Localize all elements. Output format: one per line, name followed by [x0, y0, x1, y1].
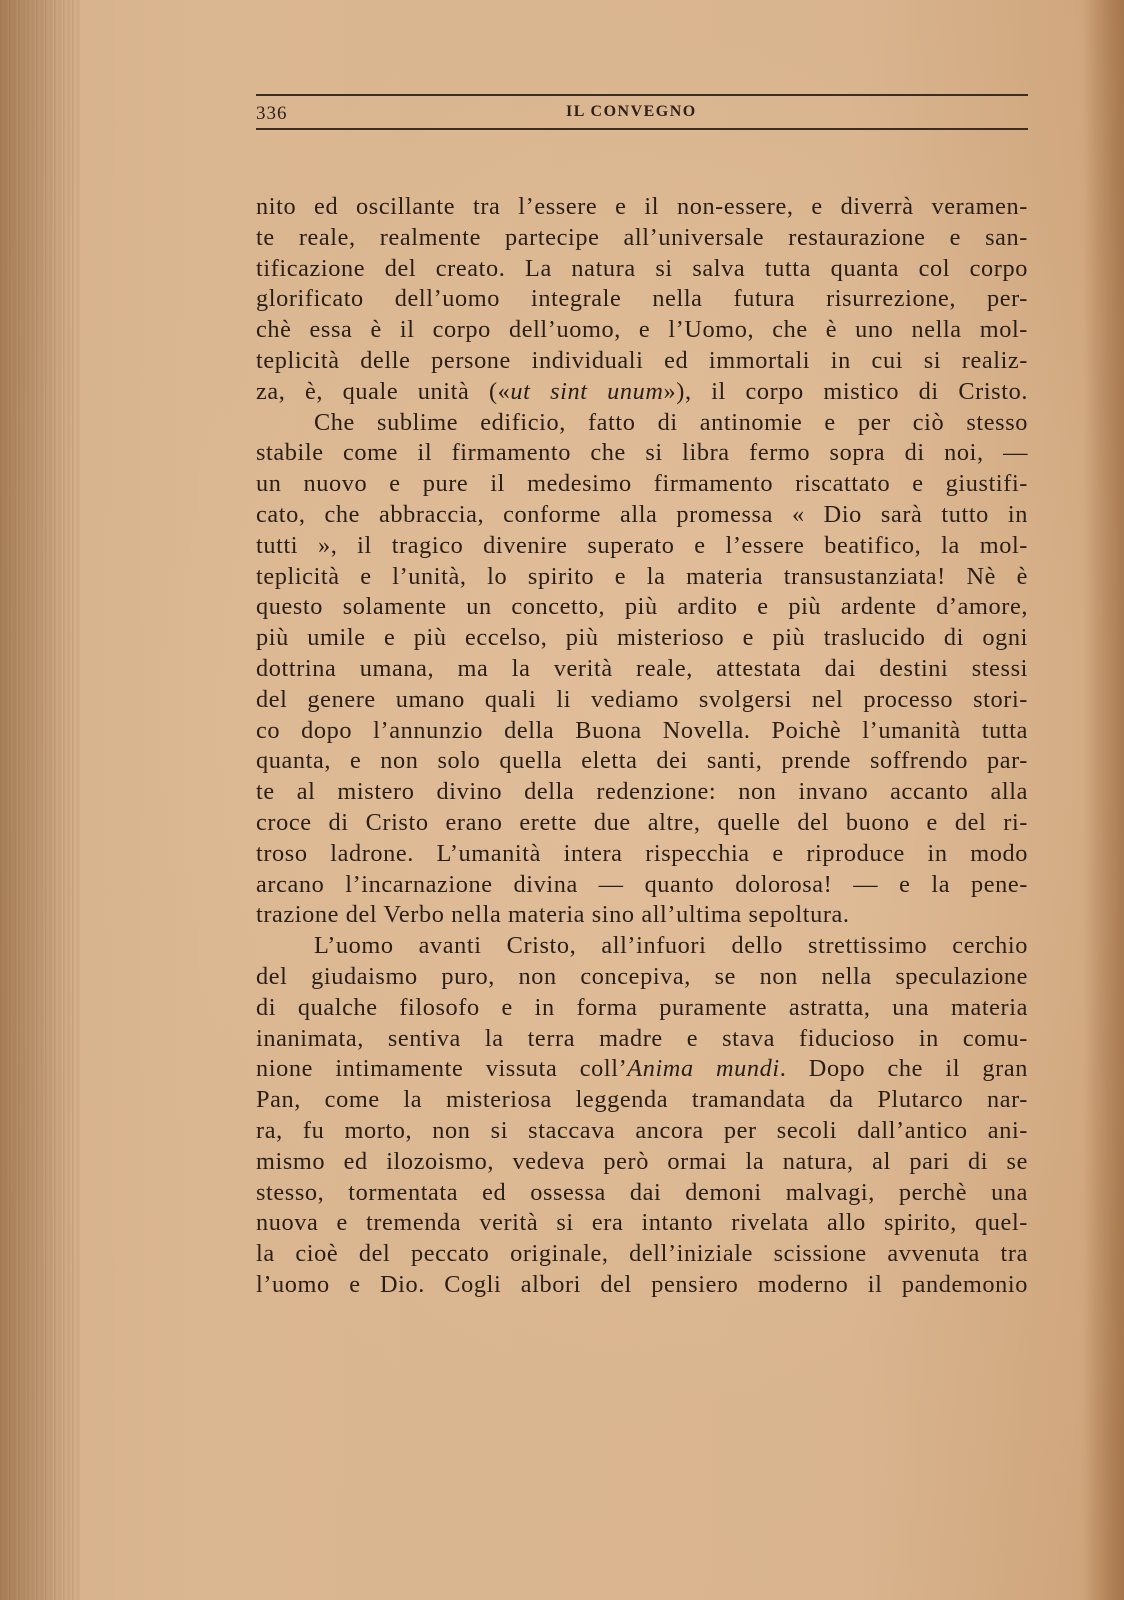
paragraph-first-line: Che sublime edificio, fatto di antinomie e per ciò stesso [314, 408, 1028, 436]
text-line: inanimata, sentiva la terra madre e stava fiducioso in comu- [256, 1024, 1028, 1052]
text-line: teplicità e l’unità, lo spirito e la materia transustanziata! Nè è [256, 562, 1028, 590]
text-segment: . Dopo che il gran [779, 1055, 1028, 1083]
text-line: di qualche filosofo e in forma puramente astratta, una materia [256, 993, 1028, 1021]
italic-latin-phrase: Anima mundi [627, 1055, 780, 1083]
running-title: IL CONVEGNO [566, 103, 697, 120]
text-line: troso ladrone. L’umanità intera rispecchia e riproduce in modo [256, 839, 1028, 867]
text-line: arcano l’incarnazione divina — quanto dolorosa! — e la pene- [256, 870, 1028, 898]
text-line: l’uomo e Dio. Cogli albori del pensiero moderno il pandemonio [256, 1270, 1028, 1298]
text-line: mismo ed ilozoismo, vedeva però ormai la natura, al pari di se [256, 1147, 1028, 1175]
header-rule-top [256, 94, 1028, 96]
text-line: te al mistero divino della redenzione: non invano accanto alla [256, 778, 1028, 806]
book-binding-edge [0, 0, 80, 1600]
text-line: nito ed oscillante tra l’essere e il non-essere, e diverrà veramen- [256, 193, 1028, 220]
text-line: cato, che abbraccia, conforme alla promessa « Dio sarà tutto in [256, 500, 1028, 528]
page-number: 336 [256, 103, 288, 124]
text-line: dottrina umana, ma la verità reale, attestata dai destini stessi [256, 654, 1028, 682]
text-line: stabile come il firmamento che si libra fermo sopra di noi, — [256, 439, 1028, 467]
page-header [256, 90, 1028, 140]
text-line: te reale, realmente partecipe all’universale restaurazione e san- [256, 223, 1028, 251]
text-line: questo solamente un concetto, più ardito e più ardente d’amore, [256, 593, 1028, 621]
text-line: la cioè del peccato originale, dell’iniziale scissione avvenuta tra [256, 1240, 1028, 1268]
text-line: glorificato dell’uomo integrale nella futura risurrezione, per- [256, 285, 1028, 313]
text-line: tutti », il tragico divenire superato e l’essere beatifico, la mol- [256, 531, 1028, 559]
text-line [256, 377, 1028, 408]
text-line: Pan, come la misteriosa leggenda tramandata da Plutarco nar- [256, 1086, 1028, 1114]
text-line: del genere umano quali li vediamo svolgersi nel processo stori- [256, 685, 1028, 713]
text-line: co dopo l’annunzio della Buona Novella. Poichè l’umanità tutta [256, 716, 1028, 744]
italic-latin-phrase: ut sint unum [510, 377, 664, 405]
text-line: più umile e più eccelso, più misterioso e più traslucido di ogni [256, 624, 1028, 652]
text-line: stesso, tormentata ed ossessa dai demoni malvagi, perchè una [256, 1178, 1028, 1206]
text-line: un nuovo e pure il medesimo firmamento riscattato e giustifi- [256, 470, 1028, 498]
text-line: tificazione del creato. La natura si salva tutta quanta col corpo [256, 254, 1028, 282]
paragraph-first-line: L’uomo avanti Cristo, all’infuori dello strettissimo cerchio [314, 932, 1028, 960]
paragraph-last-line: trazione del Verbo nella materia sino all’ultima sepoltura. [256, 901, 850, 929]
text-line: croce di Cristo erano erette due altre, quelle del buono e del ri- [256, 808, 1028, 836]
page-right-edge [1084, 0, 1124, 1600]
text-line: ra, fu morto, non si staccava ancora per secoli dall’antico ani- [256, 1116, 1028, 1144]
text-line: teplicità delle persone individuali ed immortali in cui si realiz- [256, 346, 1028, 374]
header-rule-bottom [256, 128, 1028, 130]
text-segment: za, è, quale unità (« [256, 377, 511, 405]
text-line [256, 1054, 1028, 1085]
text-line: quanta, e non solo quella eletta dei santi, prende soffrendo par- [256, 747, 1028, 775]
text-line: del giudaismo puro, non concepiva, se non nella speculazione [256, 962, 1028, 990]
text-line: nuova e tremenda verità si era intanto rivelata allo spirito, quel- [256, 1209, 1028, 1237]
text-segment: nione intimamente vissuta coll’ [256, 1055, 628, 1083]
text-line: chè essa è il corpo dell’uomo, e l’Uomo, che è uno nella mol- [256, 316, 1028, 344]
text-segment: »), il corpo mistico di Cristo. [663, 377, 1028, 405]
body-text [256, 192, 1028, 1301]
